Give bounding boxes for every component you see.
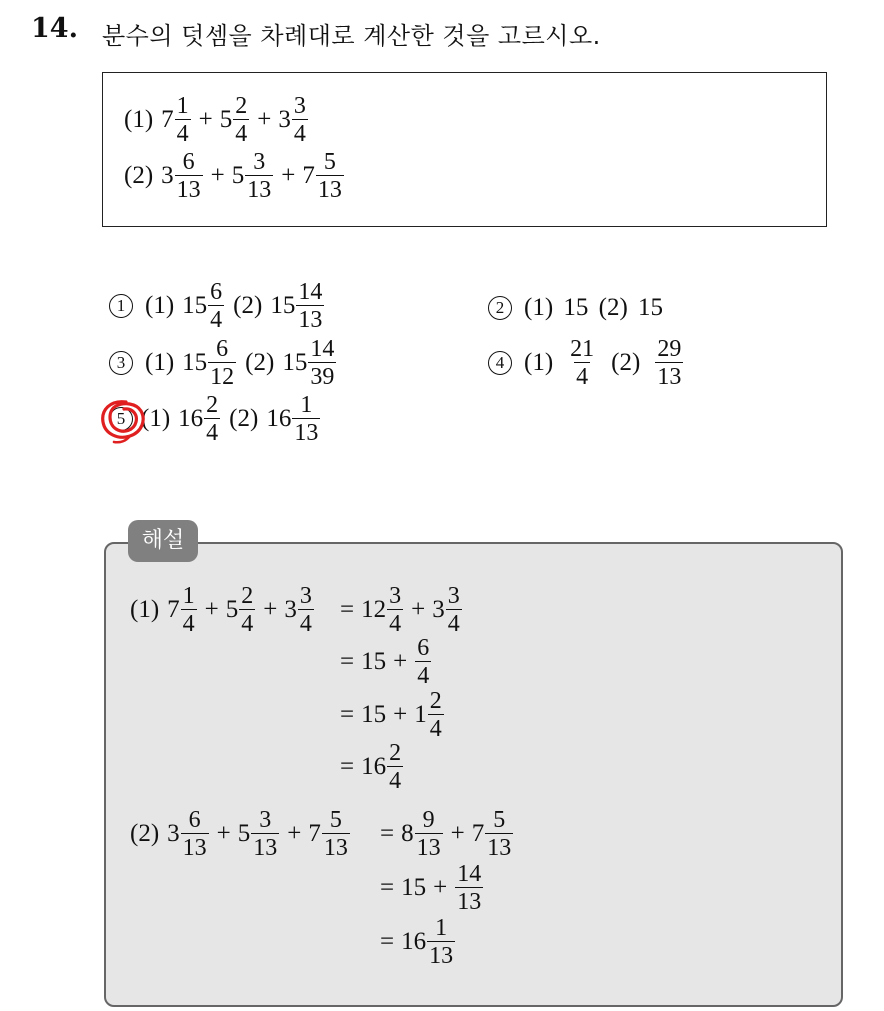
denominator: 12	[210, 364, 235, 390]
whole-number: 16	[401, 928, 427, 955]
numerator: 14	[457, 861, 482, 887]
numerator: 14	[310, 336, 335, 362]
whole-number: 12	[361, 596, 387, 623]
numerator: 2	[429, 688, 442, 714]
whole-number: 3	[432, 596, 445, 623]
fraction	[233, 94, 249, 146]
choice-number-5: 5	[109, 407, 133, 431]
fraction	[208, 280, 224, 332]
denominator: 4	[235, 121, 248, 147]
denominator: 4	[176, 121, 189, 147]
solution-1-step-1	[340, 584, 463, 636]
solution-2-row-1	[130, 808, 351, 860]
equals-sign: =	[340, 648, 355, 675]
denominator: 13	[317, 177, 342, 203]
fraction	[568, 337, 596, 389]
problem-2-label: (2)	[124, 162, 154, 189]
numerator: 3	[447, 583, 460, 609]
fraction	[322, 808, 350, 860]
numerator: 3	[389, 583, 402, 609]
whole-number: 15	[270, 292, 296, 319]
denominator: 13	[416, 835, 441, 861]
fraction	[296, 280, 324, 332]
numerator: 3	[299, 583, 312, 609]
fraction	[181, 808, 209, 860]
denominator: 4	[299, 611, 312, 637]
whole-number: 7	[471, 820, 485, 847]
numerator: 6	[182, 149, 195, 175]
part-label: (1)	[130, 596, 160, 623]
numerator: 6	[417, 635, 430, 661]
plus-sign: +	[281, 162, 296, 189]
part-label: (1)	[141, 405, 171, 432]
plus-sign: +	[450, 820, 465, 847]
fraction	[428, 689, 444, 741]
whole-number: 7	[302, 162, 315, 189]
whole-number: 5	[237, 820, 251, 847]
part-label: (2)	[130, 820, 160, 847]
denominator: 13	[298, 307, 323, 333]
part-label: (1)	[145, 292, 175, 319]
numerator: 5	[493, 807, 506, 833]
part-label: (1)	[145, 349, 175, 376]
choice-number-2: 2	[488, 296, 512, 320]
numerator: 14	[298, 279, 323, 305]
plus-sign: +	[263, 596, 278, 623]
solution-2-step-3	[380, 916, 456, 968]
denominator: 13	[487, 835, 512, 861]
fraction	[204, 393, 220, 445]
part-label: (2)	[611, 349, 641, 376]
whole-number: 15	[401, 874, 427, 901]
numerator: 9	[422, 807, 435, 833]
fraction	[175, 94, 191, 146]
solution-1-step-3	[340, 689, 445, 741]
whole-number: 15	[361, 648, 387, 675]
denominator: 4	[241, 611, 254, 637]
denominator: 4	[429, 716, 442, 742]
choice-number-4: 4	[488, 351, 512, 375]
plus-sign: +	[216, 820, 231, 847]
plus-sign: +	[287, 820, 302, 847]
fraction	[316, 150, 344, 202]
solution-1-step-2	[340, 636, 432, 688]
whole-number: 16	[178, 405, 204, 432]
whole-number: 16	[266, 405, 292, 432]
numerator: 2	[206, 392, 219, 418]
denominator: 13	[182, 835, 207, 861]
numerator: 6	[188, 807, 201, 833]
plus-sign: +	[393, 648, 408, 675]
whole-number: 5	[225, 596, 239, 623]
problem-1-label: (1)	[124, 106, 154, 133]
numerator: 5	[329, 807, 342, 833]
plus-sign: +	[411, 596, 426, 623]
problem-line-2	[124, 150, 345, 202]
denominator: 4	[210, 307, 223, 333]
whole-number: 5	[231, 162, 245, 189]
plus-sign: +	[204, 596, 219, 623]
equals-sign: =	[340, 701, 355, 728]
fraction	[415, 808, 443, 860]
numerator: 6	[210, 279, 223, 305]
solution-1-step-4	[340, 741, 404, 793]
plus-sign: +	[393, 701, 408, 728]
fraction	[427, 916, 455, 968]
denominator: 13	[176, 177, 201, 203]
fraction	[239, 584, 255, 636]
denominator: 4	[417, 663, 430, 689]
numerator: 2	[235, 93, 248, 119]
plus-sign: +	[198, 106, 213, 133]
numerator: 1	[182, 583, 195, 609]
whole-number: 3	[278, 106, 291, 133]
denominator: 4	[182, 611, 195, 637]
whole-number: 15	[182, 349, 208, 376]
question-text: 분수의 덧셈을 차례대로 계산한 것을 고르시오.	[102, 22, 601, 50]
equals-sign: =	[380, 928, 395, 955]
numerator: 3	[259, 807, 272, 833]
fraction	[251, 808, 279, 860]
denominator: 4	[389, 768, 402, 794]
fraction	[292, 94, 308, 146]
whole-number: 15	[361, 701, 387, 728]
denominator: 13	[253, 835, 278, 861]
answer-mark-icon	[96, 396, 152, 446]
denominator: 39	[310, 364, 335, 390]
numerator: 3	[253, 149, 266, 175]
whole-number: 15	[182, 292, 208, 319]
whole-number: 3	[167, 820, 180, 847]
fraction	[298, 584, 314, 636]
fraction	[181, 584, 197, 636]
denominator: 13	[457, 889, 482, 915]
numerator: 3	[293, 93, 306, 119]
fraction	[308, 337, 336, 389]
plus-sign: +	[257, 106, 272, 133]
denominator: 13	[247, 177, 272, 203]
equals-sign: =	[380, 820, 395, 847]
fraction	[245, 150, 273, 202]
denominator: 13	[429, 943, 454, 969]
whole-number: 16	[361, 753, 387, 780]
whole-number: 7	[161, 106, 174, 133]
part-label: (2)	[245, 349, 275, 376]
numerator: 5	[323, 149, 336, 175]
choice-number-1: 1	[109, 294, 133, 318]
whole-number: 3	[161, 162, 174, 189]
whole-number: 15	[282, 349, 308, 376]
whole-number: 5	[219, 106, 233, 133]
fraction	[387, 741, 403, 793]
fraction	[446, 584, 462, 636]
numerator: 2	[241, 583, 254, 609]
solution-tag: 해설	[128, 520, 198, 562]
equals-sign: =	[380, 874, 395, 901]
fraction	[455, 862, 483, 914]
choice-2-text: (1) 15 (2) 15	[524, 294, 664, 321]
solution-1-row-1	[130, 584, 315, 636]
choice-4[interactable]	[488, 337, 684, 389]
numerator: 1	[300, 392, 313, 418]
whole-number: 3	[284, 596, 297, 623]
equals-sign: =	[340, 596, 355, 623]
fraction	[208, 337, 236, 389]
equals-sign: =	[340, 753, 355, 780]
part-label: (2)	[233, 292, 263, 319]
denominator: 4	[206, 420, 219, 446]
denominator: 4	[293, 121, 306, 147]
fraction	[292, 393, 320, 445]
choice-number-3: 3	[109, 351, 133, 375]
choice-2[interactable]	[488, 294, 663, 322]
fraction	[387, 584, 403, 636]
denominator: 13	[657, 364, 682, 390]
denominator: 4	[389, 611, 402, 637]
fraction	[485, 808, 513, 860]
numerator: 6	[216, 336, 229, 362]
choice-1[interactable]	[109, 280, 325, 332]
fraction	[655, 337, 683, 389]
solution-2-step-2	[380, 862, 484, 914]
numerator: 1	[435, 915, 448, 941]
choice-3[interactable]	[109, 337, 337, 389]
denominator: 13	[323, 835, 348, 861]
plus-sign: +	[210, 162, 225, 189]
fraction	[415, 636, 431, 688]
numerator: 1	[176, 93, 189, 119]
numerator: 29	[657, 336, 682, 362]
problem-line-1	[124, 94, 309, 146]
fraction	[175, 150, 203, 202]
solution-2-step-1	[380, 808, 514, 860]
denominator: 13	[294, 420, 319, 446]
plus-sign: +	[433, 874, 448, 901]
part-label: (2)	[229, 405, 259, 432]
whole-number: 7	[308, 820, 321, 847]
denominator: 4	[447, 611, 460, 637]
whole-number: 1	[414, 701, 427, 728]
question-number: 14.	[31, 13, 78, 44]
numerator: 2	[389, 740, 402, 766]
whole-number: 7	[167, 596, 180, 623]
numerator: 21	[570, 336, 595, 362]
part-label: (1)	[524, 349, 554, 376]
denominator: 4	[576, 364, 589, 390]
whole-number: 8	[401, 820, 414, 847]
